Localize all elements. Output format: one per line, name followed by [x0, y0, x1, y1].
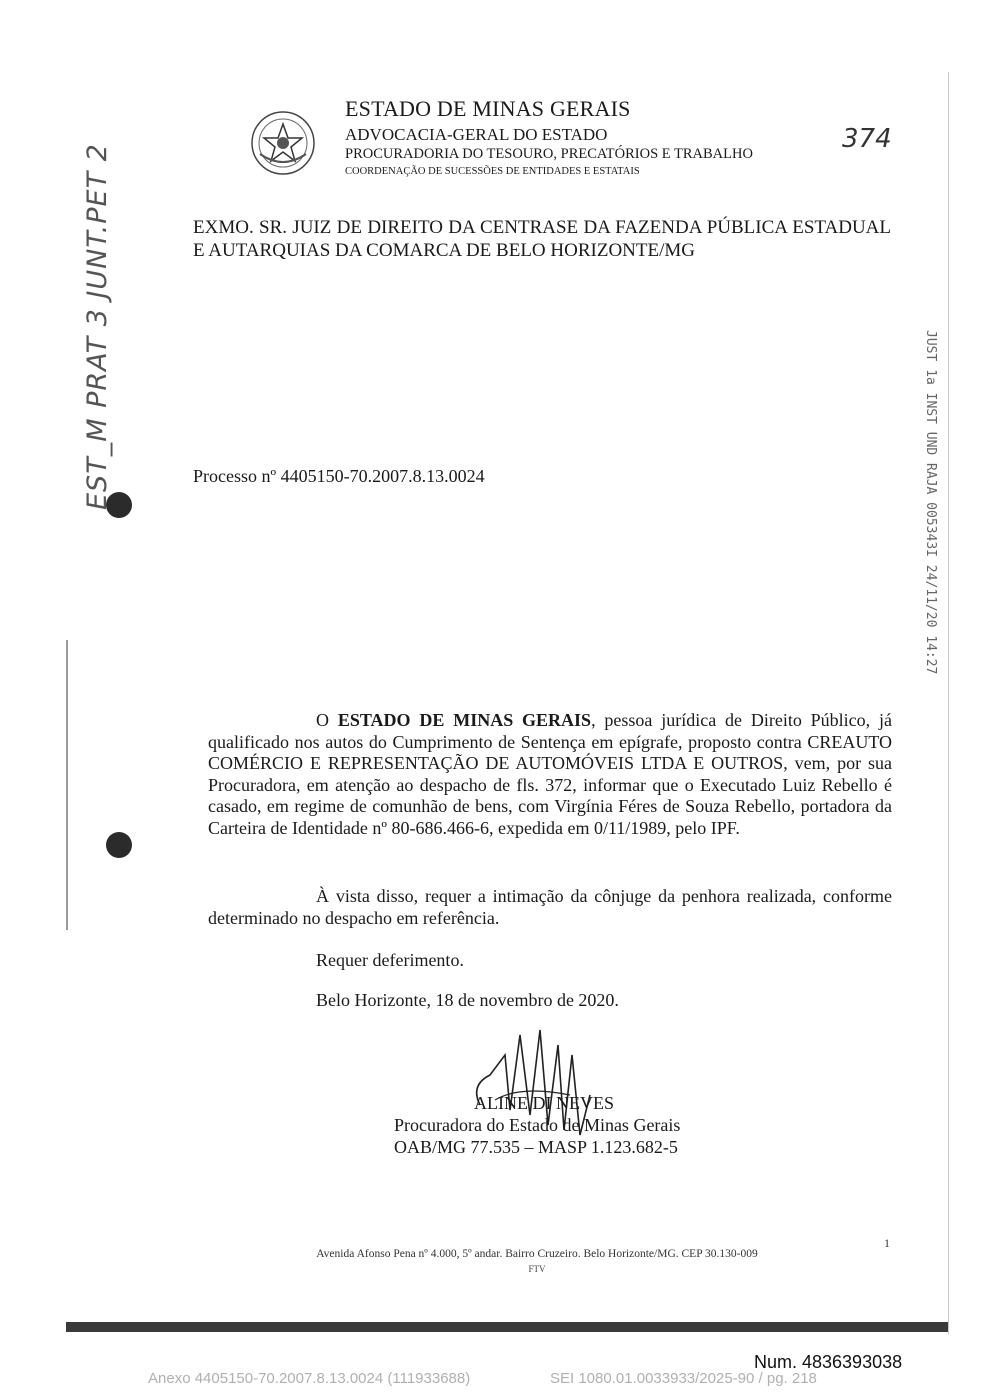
document-number: Num. 4836393038 [754, 1352, 903, 1372]
header-state: ESTADO DE MINAS GERAIS [345, 96, 631, 121]
scan-edge-shadow [66, 1322, 948, 1332]
signatory-name: ALINE DI NEVES [474, 1093, 614, 1113]
party-name: ESTADO DE MINAS GERAIS [337, 710, 592, 730]
punch-hole-icon [106, 832, 132, 858]
scan-edge-line [66, 640, 68, 930]
footer-code: FTV [528, 1264, 546, 1274]
closing: Requer deferimento. [316, 950, 464, 970]
signatory-role: Procuradora do Estado de Minas Gerais [394, 1115, 681, 1135]
receipt-stamp: JUST 1a INST UND RAJA 005343I 24/11/20 14:27 [923, 330, 938, 675]
paragraph-request: À vista disso, requer a intimação da cônjuge da penhora realizada, conforme determinado no despacho em referência. [208, 886, 892, 928]
paragraph-main: O ESTADO DE MINAS GERAIS, pessoa jurídica de Direito Público, já qualificado nos autos do Cumprimento de Sentença em epígrafe, proposto contra CREAUTO COMÉRCIO E REPRESENTAÇÃO DE AUTOMÓVEIS LTDA E OUTROS, vem, por sua Procuradora, em atenção ao despacho de fls. 372, informar que o Executado Luiz Rebello é casado, em regime de comunhão de bens, com Virgínia Féres de Souza Rebello, portadora da Carteira de Identidade nº 80-686.466-6, expedida em 0/11/1989, pelo IPF. [208, 710, 892, 838]
sei-reference: SEI 1080.01.0033933/2025-90 / pg. 218 [550, 1370, 817, 1387]
handwritten-margin-note: EST_M PRAT 3 JUNT.PET 2 [82, 143, 113, 510]
header-department: PROCURADORIA DO TESOURO, PRECATÓRIOS E TRABALHO [345, 146, 753, 162]
header-agency: ADVOCACIA-GERAL DO ESTADO [345, 125, 608, 144]
addressee: EXMO. SR. JUIZ DE DIREITO DA CENTRASE DA FAZENDA PÚBLICA ESTADUAL E AUTARQUIAS DA COMARCA DE BELO HORIZONTE/MG [193, 217, 891, 261]
process-number: Processo nº 4405150-70.2007.8.13.0024 [193, 466, 485, 486]
coat-of-arms-seal-icon [250, 110, 316, 176]
annex-reference: Anexo 4405150-70.2007.8.13.0024 (111933688) [148, 1370, 471, 1387]
handwritten-page-number: 374 [842, 124, 892, 154]
footer-page-marker: 1 [884, 1236, 890, 1250]
header-coordination: COORDENAÇÃO DE SUCESSÕES DE ENTIDADES E ESTATAIS [345, 166, 640, 177]
place-date: Belo Horizonte, 18 de novembro de 2020. [316, 990, 619, 1010]
footer-address: Avenida Afonso Pena nº 4.000, 5º andar. Bairro Cruzeiro. Belo Horizonte/MG. CEP 30.130-009 [316, 1248, 758, 1260]
signatory-registration: OAB/MG 77.535 – MASP 1.123.682-5 [394, 1137, 678, 1157]
